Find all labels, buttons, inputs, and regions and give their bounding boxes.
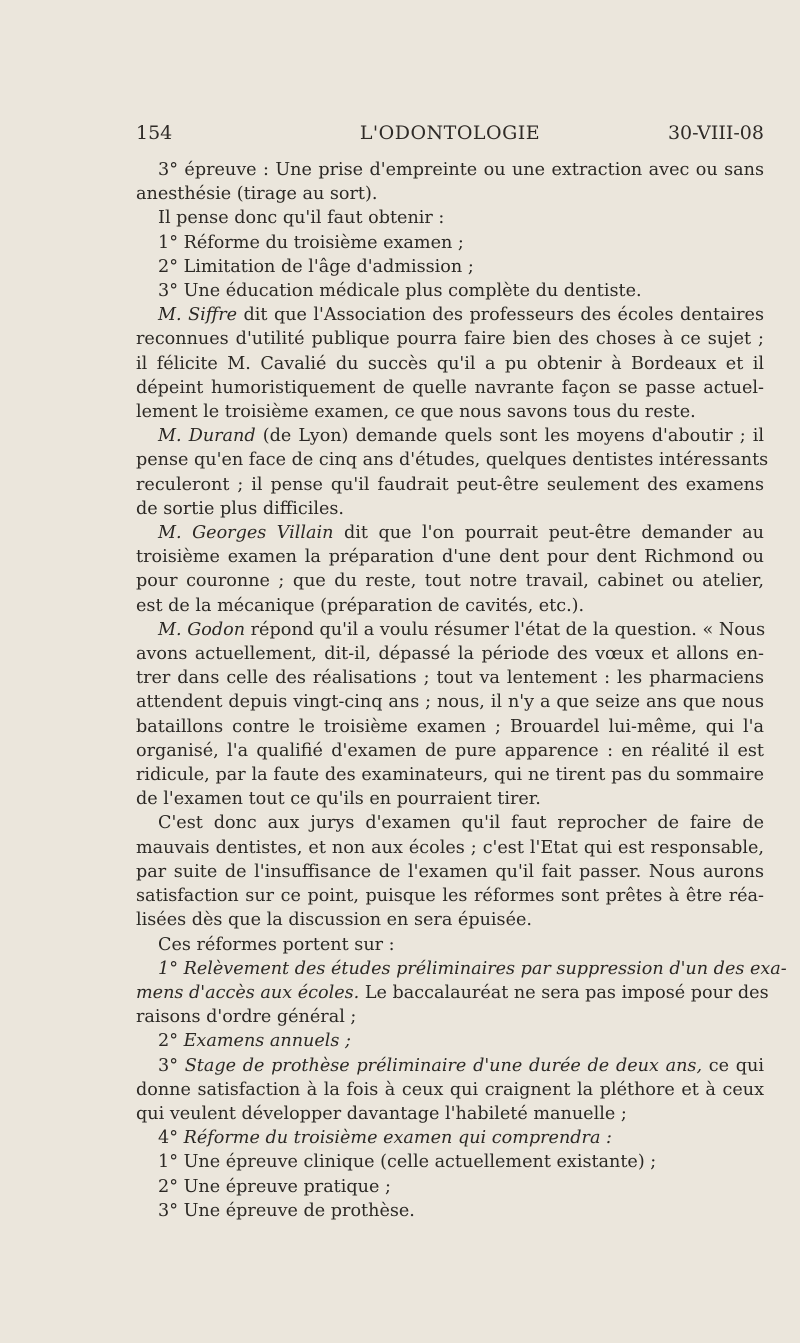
text-line: ridicule, par la faute des examinateurs, qui ne tirent pas du sommaire bbox=[136, 765, 764, 786]
page-number: 154 bbox=[136, 122, 173, 144]
text-run: dit que l'Association des professeurs des écoles dentaires bbox=[237, 305, 764, 326]
speaker-name: M. Durand bbox=[158, 426, 256, 447]
text-line: dépeint humoristiquement de quelle navrante façon se passe actuel- bbox=[136, 377, 764, 398]
italic-run: Stage de prothèse préliminaire d'une durée de deux ans, bbox=[184, 1055, 703, 1076]
speaker-name: M. Siffre bbox=[158, 305, 238, 326]
text-line bbox=[136, 521, 764, 545]
italic-run: 1° Relèvement des études préliminaires par suppression d'un des exa- bbox=[158, 958, 787, 979]
text-line: par suite de l'insuffisance de l'examen qu'il fait passer. Nous aurons bbox=[136, 861, 764, 882]
italic-run: mens d'accès aux écoles. bbox=[136, 982, 360, 1003]
list-number: 3° bbox=[158, 1055, 185, 1076]
text-line: 2° Une épreuve pratique ; bbox=[158, 1176, 391, 1197]
text-run: Le baccalauréat ne sera pas imposé pour des bbox=[359, 982, 769, 1003]
text-line: de sortie plus difficiles. bbox=[136, 498, 344, 519]
text-line bbox=[136, 1029, 764, 1053]
text-line: 1° Une épreuve clinique (celle actuellement existante) ; bbox=[158, 1152, 657, 1173]
text-run: (de Lyon) demande quels sont les moyens d'aboutir ; il bbox=[255, 426, 765, 447]
text-line bbox=[136, 618, 764, 642]
text-line: C'est donc aux jurys d'examen qu'il faut reprocher de faire de bbox=[158, 813, 764, 834]
text-line: est de la mécanique (préparation de cavités, etc.). bbox=[136, 595, 585, 616]
text-line: organisé, l'a qualifié d'examen de pure apparence : en réalité il est bbox=[136, 740, 764, 761]
text-line bbox=[136, 1126, 764, 1150]
text-line bbox=[136, 957, 787, 981]
text-line bbox=[136, 1054, 764, 1078]
running-header bbox=[136, 122, 764, 148]
text-run: ce qui bbox=[702, 1055, 764, 1076]
text-line: reculeront ; il pense qu'il faudrait peut-être seulement des examens bbox=[136, 474, 764, 495]
text-line: mauvais dentistes, et non aux écoles ; c'est l'Etat qui est responsable, bbox=[136, 837, 764, 858]
list-number: 4° bbox=[158, 1128, 184, 1149]
text-line: 3° Une éducation médicale plus complète du dentiste. bbox=[158, 281, 642, 302]
text-run: dit que l'on pourrait peut-être demander au bbox=[333, 523, 764, 544]
text-line: de l'examen tout ce qu'ils en pourraient tirer. bbox=[136, 789, 541, 810]
text-line: troisième examen la préparation d'une dent pour dent Richmond ou bbox=[136, 547, 764, 568]
italic-run: Réforme du troisième examen qui comprendra : bbox=[183, 1128, 612, 1149]
text-run: répond qu'il a voulu résumer l'état de la question. « Nous bbox=[245, 619, 766, 640]
text-line: trer dans celle des réalisations ; tout va lentement : les pharmaciens bbox=[136, 668, 764, 689]
text-line: raisons d'ordre général ; bbox=[136, 1007, 357, 1028]
text-line bbox=[136, 424, 764, 448]
text-line: donne satisfaction à la fois à ceux qui craignent la pléthore et à ceux bbox=[136, 1079, 764, 1100]
journal-title: L'ODONTOLOGIE bbox=[359, 122, 541, 144]
text-line: lement le troisième examen, ce que nous savons tous du reste. bbox=[136, 402, 696, 423]
text-line: anesthésie (tirage au sort). bbox=[136, 184, 378, 205]
text-line: satisfaction sur ce point, puisque les réformes sont prêtes à être réa- bbox=[136, 886, 764, 907]
text-line: 2° Limitation de l'âge d'admission ; bbox=[158, 256, 474, 277]
speaker-name: M. Georges Villain bbox=[158, 523, 334, 544]
body-text bbox=[136, 158, 787, 1223]
text-line: il félicite M. Cavalié du succès qu'il a pu obtenir à Bordeaux et il bbox=[136, 353, 764, 374]
text-line: Il pense donc qu'il faut obtenir : bbox=[158, 208, 445, 229]
speaker-name: M. Godon bbox=[158, 619, 246, 640]
text-line: reconnues d'utilité publique pourra faire bien des choses à ce sujet ; bbox=[136, 329, 764, 350]
text-line: avons actuellement, dit-il, dépassé la période des vœux et allons en- bbox=[136, 644, 764, 665]
text-line: Ces réformes portent sur : bbox=[158, 934, 395, 955]
text-line bbox=[136, 303, 764, 327]
text-line: bataillons contre le troisième examen ; Brouardel lui-même, qui l'a bbox=[136, 716, 764, 737]
text-line: attendent depuis vingt-cinq ans ; nous, il n'y a que seize ans que nous bbox=[136, 692, 764, 713]
text-line: qui veulent développer davantage l'habileté manuelle ; bbox=[136, 1103, 627, 1124]
text-line: 3° Une épreuve de prothèse. bbox=[158, 1200, 415, 1221]
text-line: lisées dès que la discussion en sera épuisée. bbox=[136, 910, 532, 931]
text-line: 3° épreuve : Une prise d'empreinte ou une extraction avec ou sans bbox=[158, 160, 764, 180]
text-line: 1° Réforme du troisième examen ; bbox=[158, 232, 464, 253]
text-line: pense qu'en face de cinq ans d'études, quelques dentistes intéressants bbox=[136, 450, 769, 471]
text-line: pour couronne ; que du reste, tout notre travail, cabinet ou atelier, bbox=[136, 571, 764, 592]
list-number: 2° bbox=[158, 1031, 184, 1052]
text-line bbox=[136, 981, 769, 1005]
italic-run: Examens annuels ; bbox=[183, 1031, 351, 1052]
issue-date: 30-VIII-08 bbox=[667, 122, 764, 144]
